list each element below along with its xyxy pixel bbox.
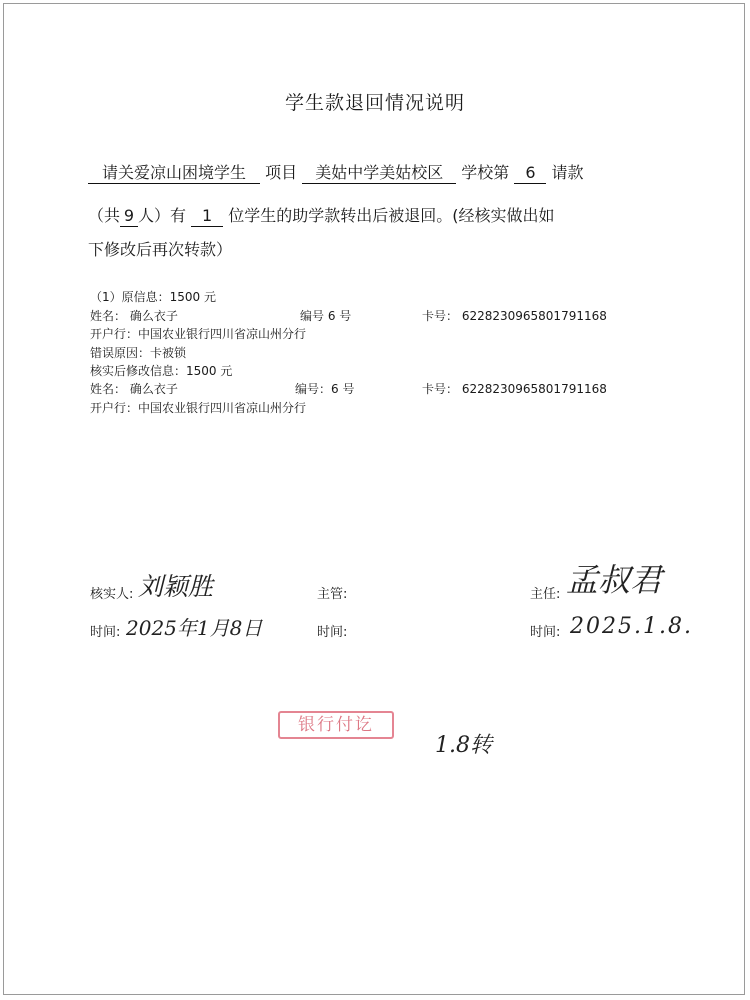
bank-paid-stamp: 银行付讫 (278, 711, 394, 739)
revised-bank: 开户行：中国农业银行四川省凉山州分行 (90, 401, 307, 415)
revised-number: 编号：6 号 (295, 382, 355, 396)
returned-count: 1 (191, 206, 223, 227)
original-row (90, 307, 650, 323)
returned-prefix: 人）有 (138, 206, 187, 225)
revised-card: 卡号： 6228230965801791168 (422, 382, 607, 396)
project-name: 请关爱凉山困境学生 (88, 163, 260, 184)
director-label: 主任: (530, 587, 561, 602)
handwritten-transfer-note: 1.8转 (435, 733, 492, 758)
time-value-director: 2025.1.8. (570, 614, 693, 639)
revised-heading: 核实后修改信息：1500 元 (90, 364, 233, 378)
total-prefix: （共 (88, 206, 121, 225)
original-card: 卡号： 6228230965801791168 (422, 309, 607, 323)
intro-line-1 (88, 160, 584, 184)
intro-line-3: 下修改后再次转款） (88, 240, 233, 259)
school-name: 美姑中学美姑校区 (302, 163, 456, 184)
time-label-supervisor: 时间: (317, 625, 348, 640)
project-label: 项目 (265, 163, 298, 182)
error-reason: 错误原因：卡被锁 (90, 346, 187, 360)
total-count: 9 (120, 206, 138, 227)
school-label: 学校第 (461, 163, 510, 182)
time-label-verifier: 时间: (90, 625, 121, 640)
original-number: 编号 6 号 (300, 309, 352, 323)
time-label-director: 时间: (530, 625, 561, 640)
batch-number: 6 (514, 163, 546, 184)
supervisor-label: 主管: (317, 587, 348, 602)
returned-text: 位学生的助学款转出后被退回。(经核实做出如 (228, 206, 555, 225)
revised-name: 姓名： 确么衣子 (90, 382, 178, 396)
verifier-signature: 刘颖胜 (138, 572, 214, 601)
director-signature: 孟叔君 (566, 561, 663, 599)
original-bank: 开户行：中国农业银行四川省凉山州分行 (90, 327, 307, 341)
time-value-verifier: 2025年1月8日 (126, 616, 263, 640)
original-name: 姓名： 确么衣子 (90, 309, 178, 323)
revised-row (90, 380, 650, 396)
original-heading: （1）原信息：1500 元 (90, 290, 216, 304)
verifier-label: 核实人: (90, 587, 134, 602)
request-label: 请款 (551, 163, 584, 182)
page-border (3, 3, 745, 995)
document-title: 学生款退回情况说明 (284, 92, 465, 114)
intro-line-2 (88, 203, 554, 227)
